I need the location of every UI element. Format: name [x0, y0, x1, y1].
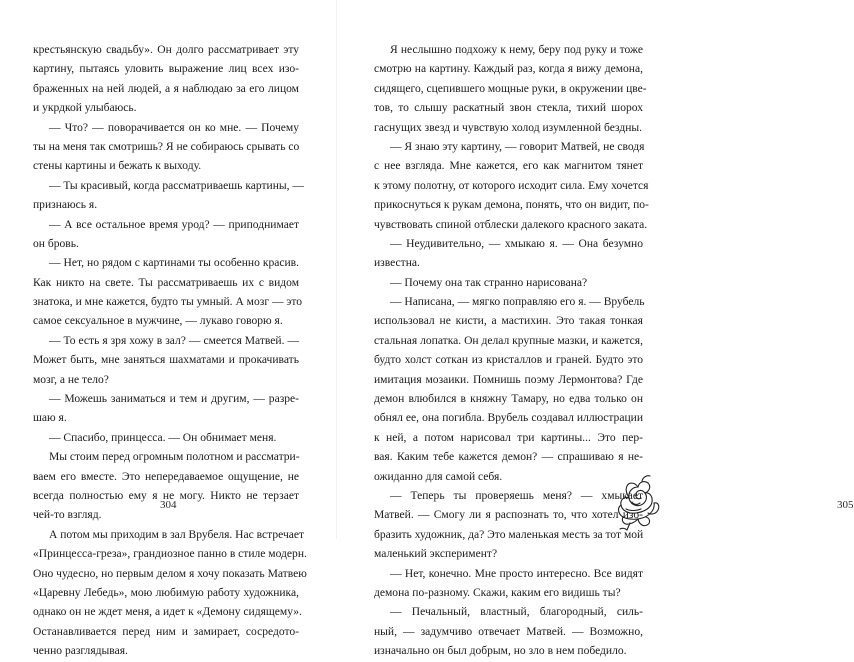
text-line: — Теперь ты проверяешь меня? — хмыкает — [390, 489, 643, 502]
text-line: известна. — [374, 257, 420, 270]
text-line: обнял ее, она погибла. Врубель создавал иллюстрации — [374, 412, 643, 425]
text-line: — Я знаю эту картину, — говорит Матвей, не сводя — [390, 140, 645, 153]
text-line: «Царевну Лебедь», мою любимую работу художника, — [33, 586, 299, 599]
text-line: маленький эксперимент? — [374, 548, 498, 561]
text-line: Оно чудесно, но первым делом я хочу показать Матвею — [33, 567, 307, 580]
text-line: стальная лопатка. Он делал крупные мазки, и кажется, — [374, 334, 643, 347]
left-page-text — [33, 41, 307, 662]
right-page-number: 305 — [837, 499, 854, 511]
text-line: и укрдкой улыбаюсь. — [33, 102, 137, 115]
text-line: Останавливается перед ним и замирает, сосредото- — [33, 625, 299, 638]
text-line: Как никто на свете. Ты рассматриваешь их с видом — [33, 276, 299, 289]
text-line: самое сексуальное в мужчине, — лукаво говорю я. — [33, 315, 283, 328]
text-line: прикоснуться к рукам демона, понять, что он видит, по- — [374, 199, 649, 212]
text-line: браженных на ней людей, а я наблюдаю за его лицом — [33, 82, 299, 95]
text-line: бразить художник, да? Это маленькая месть за тот мой — [374, 528, 644, 541]
text-line: использовал не кисти, а мастихин. Это такая тонкая — [374, 315, 643, 328]
text-line: всегда полностью ему я не могу. Никто не терзает — [33, 489, 299, 502]
text-line: — Написана, — мягко поправляю его я. — Врубель — [390, 296, 645, 309]
text-line: изначально он был добрым, но зло в нем победило. — [374, 645, 627, 658]
text-line: знатока, и мне кажется, будто ты умный. А мозг — это — [33, 296, 303, 309]
text-line: чувствовать спиной отблески далекого красного заката. — [374, 218, 648, 231]
text-line: гаснущих звезд и чувствую холод изумленной бездны. — [374, 121, 643, 134]
text-line: — Печальный, властный, благородный, силь- — [390, 606, 643, 619]
right-page-text — [374, 41, 649, 662]
text-line: — Нет, но рядом с картинами ты особенно красив. — [49, 257, 299, 270]
text-line: — Можешь заниматься и тем и другим, — разре- — [49, 393, 299, 406]
text-line: с нее взгляда. Мне кажется, его как магнитом тянет — [374, 160, 643, 173]
text-line: вая. Каким тебе кажется демон? — спрашиваю я не- — [374, 451, 643, 464]
text-line: сидящего, сцепившего мощные руки, в окружении цве- — [374, 82, 647, 95]
text-line: — То есть я зря хожу в зал? — смеется Матвей. — — [49, 334, 299, 347]
text-line: Мы стоим перед огромным полотном и рассматри- — [49, 451, 300, 464]
text-line: ожиданно для самой себя. — [374, 470, 503, 483]
text-line: крестьянскую свадьбу». Он долго рассматривает эту — [33, 44, 299, 56]
text-line: ты на меня так смотришь? Я не собираюсь срывать со — [33, 140, 300, 153]
text-line: — А все остальное время урод? — приподнимает — [49, 218, 299, 231]
text-line: к ней, а потом нарисовал три картины... Это пер- — [374, 431, 643, 444]
text-line: демона по-разному. Скажи, каким его видишь ты? — [374, 586, 621, 599]
text-line: однако он не ждет меня, а идет к «Демону сидящему». — [33, 606, 302, 619]
text-line: будто холст соткан из кристаллов и граней. Будто это — [374, 354, 643, 367]
text-line: Я неслышно подхожу к нему, беру под руку и тоже — [390, 44, 643, 56]
text-line: картину, пытаясь уловить выражение лиц всех изо- — [33, 63, 299, 76]
text-line: шаю я. — [33, 412, 67, 425]
text-line: к этому полотну, от которого исходит сила. Ему хочется — [374, 179, 649, 192]
text-line: чей-то взгляд. — [33, 509, 102, 522]
text-line: ваем его вместе. Это непередаваемое ощущение, не — [33, 470, 299, 483]
text-line: ченно разглядывая. — [33, 645, 128, 658]
text-line: он бровь. — [33, 237, 79, 250]
text-line: — Неудивительно, — хмыкаю я. — Она безумно — [390, 237, 643, 250]
text-line: — Почему она так странно нарисована? — [390, 276, 588, 289]
left-page — [0, 0, 337, 658]
text-line: мозг, а не тело? — [33, 373, 109, 386]
rose-flower-icon — [612, 467, 664, 533]
text-line: имитация мозаики. Помнишь поэму Лермонтова? Где — [374, 373, 643, 386]
text-line: ный, — задумчиво отвечает Матвей. — Возможно, — [374, 625, 643, 638]
text-line: — Ты красивый, когда рассматриваешь картины, — — [49, 179, 304, 192]
text-line: Матвей. — Смогу ли я распознать то, что хотел изо- — [374, 509, 643, 522]
text-line: — Что? — поворачивается он ко мне. — Почему — [49, 121, 299, 134]
text-line: Может быть, мне заняться шахматами и прокачивать — [33, 354, 299, 367]
text-line: смотрю на картину. Каждый раз, когда я вижу демона, — [374, 63, 643, 76]
text-line: — Спасибо, принцесса. — Он обнимает меня. — [49, 431, 277, 444]
left-page-number: 304 — [160, 499, 177, 511]
text-line: — Нет, конечно. Мне просто интересно. Все видят — [390, 567, 643, 580]
text-line: тов, то слышу раскатный звон стекла, тихий шорох — [374, 102, 643, 115]
text-line: демон влюбился в княжну Тамару, но едва только он — [374, 393, 643, 406]
text-line: признаюсь я. — [33, 199, 98, 212]
text-line: А потом мы приходим в зал Врубеля. Нас встречает — [49, 528, 305, 541]
text-line: «Принцесса-греза», грандиозное панно в стиле модерн. — [33, 548, 307, 561]
text-line: стены картины и бежать к выходу. — [33, 160, 202, 173]
